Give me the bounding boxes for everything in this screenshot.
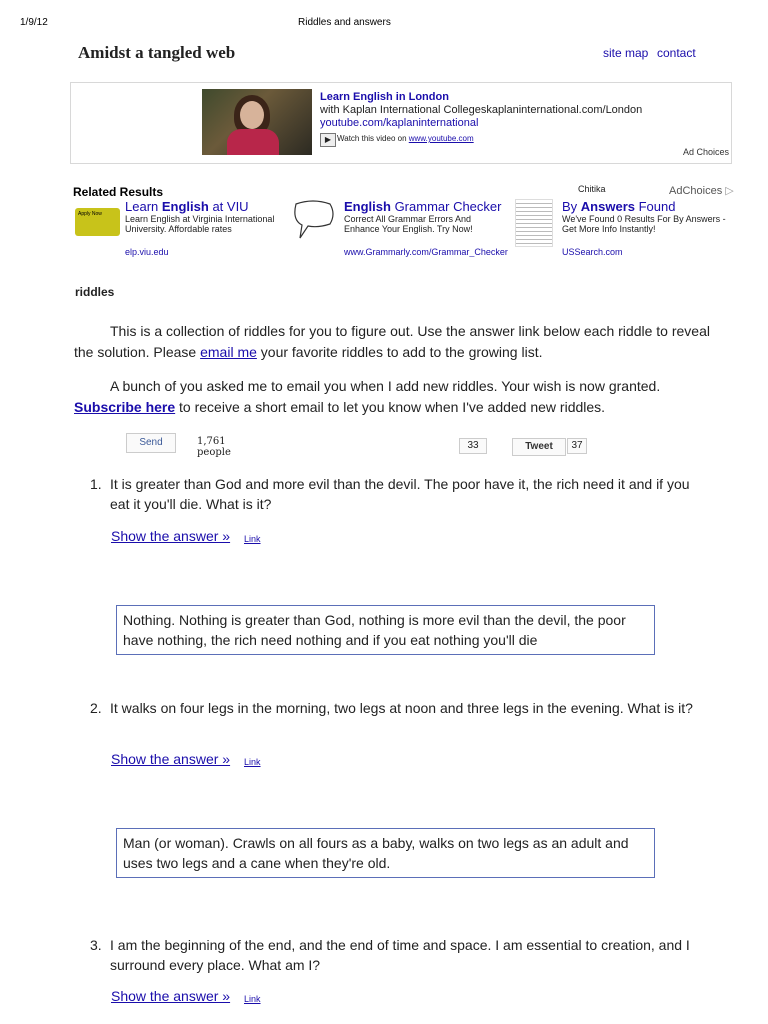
watch-prefix: Watch this video on	[337, 134, 407, 143]
related-item-2-desc: Correct All Grammar Errors And Enhance Your English. Try Now!	[344, 214, 473, 234]
riddle-1-link[interactable]: Link	[244, 534, 261, 544]
riddle-2-link[interactable]: Link	[244, 757, 261, 767]
show-answer-2-button[interactable]: Show the answer »	[111, 751, 231, 767]
print-title: Riddles and answers	[298, 17, 391, 28]
related-item-3-url[interactable]: USSearch.com	[562, 247, 623, 257]
riddle-2: 2. It walks on four legs in the morning, two legs at noon and three legs in the evening. What is it?	[90, 700, 693, 716]
adchoices-icon: ▷	[725, 185, 734, 197]
site-map-link[interactable]: site map	[603, 46, 649, 60]
show-answer-3-button[interactable]: Show the answer »	[111, 988, 231, 1004]
chitika-label: Chitika	[578, 184, 606, 194]
ad-description: with Kaplan International Collegeskaplaninternational.com/London	[320, 104, 643, 116]
related-item-1-url[interactable]: elp.viu.edu	[125, 247, 169, 257]
related-adchoices[interactable]	[669, 184, 734, 197]
contact-link[interactable]: contact	[657, 46, 696, 60]
subscribe-paragraph: A bunch of you asked me to email you when I add new riddles. Your wish is now granted. Subscribe here to receive a short email to let you know when I've added new riddles.	[74, 378, 661, 415]
answer-1-box: Nothing. Nothing is greater than God, nothing is more evil than the devil, the poor have nothing, the rich need nothing and if you eat nothing you'll die	[116, 605, 655, 655]
video-ad	[70, 82, 732, 164]
related-item-3-desc: We've Found 0 Results For By Answers - Get More Info Instantly!	[562, 214, 726, 234]
related-item-1-desc: Learn English at Virginia International University. Affordable rates	[125, 214, 275, 234]
related-results-title: Related Results	[73, 185, 164, 199]
print-date: 1/9/12	[20, 17, 48, 28]
ad-url[interactable]: youtube.com/kaplaninternational	[320, 117, 479, 129]
related-item-1-title[interactable]: Learn English at VIU	[125, 199, 249, 214]
play-icon[interactable]: ▶	[320, 133, 336, 147]
email-me-link[interactable]: email me	[200, 344, 257, 360]
viu-icon-text: Apply Now	[78, 211, 102, 217]
like-count: 1,761 people	[197, 436, 231, 458]
watch-text	[337, 134, 474, 143]
document-thumbnail-icon[interactable]	[515, 199, 553, 247]
riddle-1: 1. It is greater than God and more evil than the devil. The poor have it, the rich need it and if you eat it you'll die. What is it?	[90, 476, 690, 512]
intro-paragraph: This is a collection of riddles for you to figure out. Use the answer link below each riddle to reveal the solution. Please email me your favorite riddles to add to the growing list.	[74, 323, 710, 360]
subscribe-link[interactable]: Subscribe here	[74, 399, 176, 415]
speech-bubble-icon	[290, 200, 336, 242]
gplus-count: 33	[459, 438, 487, 454]
youtube-link[interactable]: www.youtube.com	[408, 134, 474, 143]
section-label: riddles	[75, 285, 115, 299]
ad-choices-label[interactable]: Ad Choices	[682, 147, 729, 157]
riddle-3-link[interactable]: Link	[244, 994, 261, 1004]
related-item-2-title[interactable]: English Grammar Checker	[344, 200, 502, 214]
show-answer-1-button[interactable]: Show the answer »	[111, 528, 231, 544]
answer-2-box: Man (or woman). Crawls on all fours as a baby, walks on two legs as an adult and uses two legs and a cane when they're old.	[116, 828, 655, 878]
related-item-3-title[interactable]: By Answers Found	[562, 199, 676, 214]
send-button[interactable]: Send	[126, 433, 176, 453]
site-title: Amidst a tangled web	[78, 43, 236, 62]
tweet-count: 37	[567, 438, 587, 454]
viu-logo-icon[interactable]	[75, 208, 120, 236]
video-thumbnail[interactable]	[202, 89, 312, 155]
riddle-3: 3. I am the beginning of the end, and the end of time and space. I am essential to creation, and I surround every place. What am I?	[90, 937, 690, 973]
related-item-2-url[interactable]: www.Grammarly.com/Grammar_Checker	[344, 247, 508, 257]
related-adchoices-label: AdChoices	[669, 185, 723, 197]
ad-title[interactable]: Learn English in London	[320, 91, 449, 103]
tweet-button[interactable]: Tweet	[512, 438, 566, 456]
